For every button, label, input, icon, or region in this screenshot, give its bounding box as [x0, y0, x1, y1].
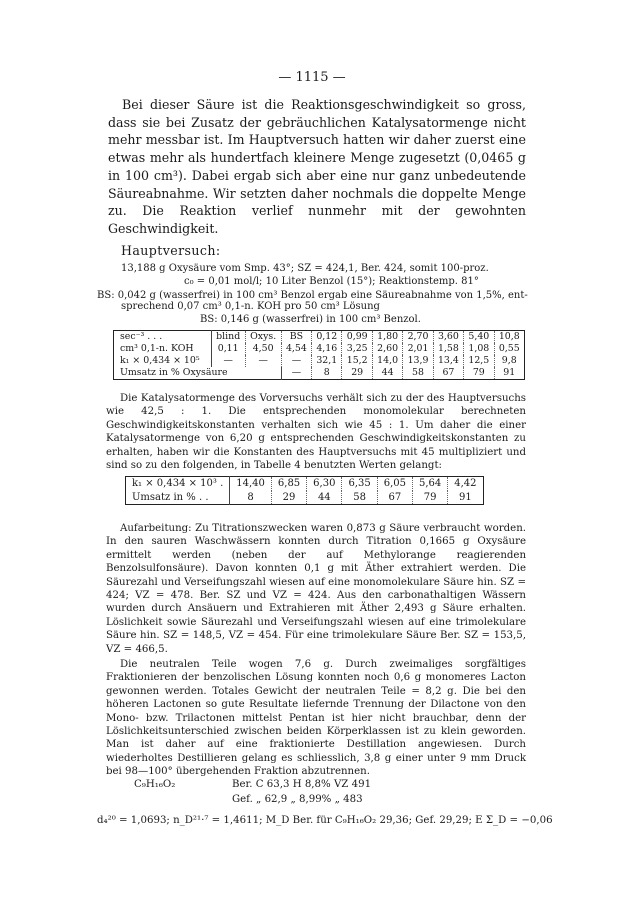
table-row: [114, 367, 525, 380]
rate-constant-table: [125, 476, 484, 505]
table-row: [114, 331, 525, 344]
section-heading: Hauptversuch:: [121, 243, 221, 258]
table-cell: 13,9: [403, 355, 433, 367]
table-cell: 8: [230, 491, 272, 505]
intro-paragraph: [108, 96, 526, 238]
table-cell: 1,80: [372, 331, 402, 344]
table-cell: 58: [403, 367, 433, 380]
table-cell: 0,99: [342, 331, 372, 344]
kinetics-table: [113, 330, 525, 380]
table-cell: 4,16: [312, 343, 342, 355]
table-cell: 4,50: [245, 343, 281, 355]
table-cell: 44: [307, 491, 342, 505]
table-cell: 4,54: [281, 343, 311, 355]
table-cell: 14,0: [372, 355, 402, 367]
table-cell: 15,2: [342, 355, 372, 367]
table-cell: 10,8: [498, 331, 520, 342]
row-label: Umsatz in % . .: [126, 491, 230, 505]
workup-paragraph: [106, 522, 526, 656]
table-cell: 0,11: [211, 343, 245, 355]
experiment-line-3: BS: 0,042 g (wasserfrei) in 100 cm³ Benzol ergab eine Säureabnahme von 1,5%, ent-: [97, 290, 528, 301]
table-cell: 6,30: [307, 477, 342, 491]
table-cell: 13,4: [433, 355, 463, 367]
table-cell: 4,42: [454, 478, 477, 489]
table-cell: 58: [342, 491, 377, 505]
table-cell: BS: [281, 331, 311, 344]
table-row: [114, 343, 525, 355]
experiment-line-2: c₀ = 0,01 mol/l; 10 Liter Benzol (15°); Reaktionstemp. 81°: [184, 276, 479, 287]
table-cell: 5,40: [464, 331, 494, 344]
table-cell: —: [281, 355, 311, 367]
table-cell: —: [211, 355, 245, 367]
table-row: [114, 355, 525, 367]
table-cell: 6,85: [271, 477, 306, 491]
table-cell: 2,60: [372, 343, 402, 355]
molecular-formula: C₉H₁₆O₂: [134, 779, 176, 790]
table-cell: 44: [372, 367, 402, 380]
table-cell: 67: [433, 367, 463, 380]
physical-constants: d₄²⁰ = 1,0693; n_D²¹·⁷ = 1,4611; M_D Ber. für C₉H₁₆O₂ 29,36; Gef. 29,29; E Σ_D = −0,06: [97, 815, 553, 826]
intro-text: Bei dieser Säure ist die Reaktionsgeschwindigkeit so gross, dass sie bei Zusatz der gebräuchlichen Katalysatormenge nicht mehr messbar ist. Im Hauptversuch hatten wir daher zuerst eine etwas mehr als hundertfach kleinere Menge zugesetzt (0,0465 g in 100 cm³). Dabei ergab sich aber eine nur ganz unbedeutende Säureabnahme. Wir setzten daher nochmals die doppelte Menge zu. Die Reaktion verlief nunmehr mit der gewohnten Geschwindigkeit.: [108, 97, 526, 236]
table-cell: 29: [342, 367, 372, 380]
row-label: k₁ × 0,434 × 10³ .: [126, 477, 230, 491]
table-cell: 3,60: [433, 331, 463, 344]
table-row: [126, 491, 484, 505]
table-cell: 12,5: [464, 355, 494, 367]
table-cell: 8: [312, 367, 342, 380]
table-cell: 67: [377, 491, 412, 505]
table-cell: 79: [464, 367, 494, 380]
table-cell: 91: [503, 367, 516, 378]
table-cell: 14,40: [230, 477, 272, 491]
neutral-text: Die neutralen Teile wogen 7,6 g. Durch zweimaliges sorgfältiges Fraktionieren der benzolischen Lösung konnten noch 0,6 g monomeres Lacton gewonnen werden. Totales Gewicht der neutralen Teile = 8,2 g. Die bei den höheren Lactonen so gute Resultate liefernde Trennung der Dilactone von den Mono- bzw. Trilactonen mittelst Pentan ist hier nicht brauchbar, denn der Löslichkeitsunterschied zwischen beiden Körperklassen ist zu klein geworden. Man ist daher auf eine fraktionierte Destillation angewiesen. Durch wiederholtes Destillieren gelang es schliesslich, 3,8 g einer unter 9 mm Druck bei 98—100° übergehenden Fraktion abzutrennen.: [106, 659, 526, 778]
catalyst-text: Die Katalysatormenge des Vorversuchs verhält sich zu der des Hauptversuchs wie 42,5 : 1. Die entsprechenden monomolekular berechneten Geschwindigkeitskonstanten verhalten sich wie 45 : 1. Um daher die einer Katalysatormenge von 6,20 g entsprechenden Geschwindigkeitskonstanten zu erhalten, haben wir die Konstanten des Hauptversuchs mit 45 multipliziert und sind so zu den folgenden, in Tabelle 4 benutzten Werten gelangt:: [106, 393, 526, 472]
row-label: Umsatz in % Oxysäure: [114, 367, 282, 380]
table-cell: 0,55: [498, 343, 520, 354]
table-cell: 91: [459, 491, 472, 503]
page-number: — 1115 —: [278, 70, 346, 85]
table-cell: —: [245, 355, 281, 367]
row-label: sec⁻³ . . .: [114, 331, 212, 344]
row-label: cm³ 0,1-n. KOH: [114, 343, 212, 355]
table-cell: 9,8: [501, 355, 517, 366]
experiment-line-4: sprechend 0,07 cm³ 0,1-n. KOH pro 50 cm³ Lösung: [121, 301, 380, 312]
analysis-calculated: Ber. C 63,3 H 8,8% VZ 491: [232, 779, 372, 790]
table-cell: 1,08: [464, 343, 494, 355]
table-row: [126, 477, 484, 491]
neutral-paragraph: [106, 658, 526, 779]
table-cell: 79: [412, 491, 447, 505]
workup-text: Aufarbeitung: Zu Titrationszwecken waren 0,873 g Säure verbraucht worden. In den sauren Waschwässern konnten durch Titration 0,1665 g Oxysäure ermittelt werden (neben der auf Methylorange reagierenden Benzolsulfonsäure). Davon konnten 0,1 g mit Äther extrahiert werden. Die Säurezahl und Verseifungszahl wiesen auf eine monomolekulare Säure hin. SZ = 424; VZ = 478. Ber. SZ und VZ = 424. Aus den carbonathaltigen Wässern wurden durch Ansäuern und Extrahieren mit Äther 2,493 g Säure erhalten. Löslichkeit sowie Säurezahl und Verseifungszahl wiesen auf eine trimolekulare Säure hin. SZ = 148,5, VZ = 454. Für eine trimolekulare Säure Ber. SZ = 153,5, VZ = 466,5.: [106, 523, 526, 655]
catalyst-paragraph: [106, 392, 526, 472]
row-label: k₁ × 0,434 × 10⁵: [114, 355, 212, 367]
table-cell: 2,70: [403, 331, 433, 344]
table-cell: 29: [271, 491, 306, 505]
table-cell: —: [281, 367, 311, 380]
table-cell: 6,05: [377, 477, 412, 491]
table-cell: 3,25: [342, 343, 372, 355]
table-cell: 32,1: [312, 355, 342, 367]
table-cell: 5,64: [412, 477, 447, 491]
table-cell: 2,01: [403, 343, 433, 355]
table-cell: Oxys.: [245, 331, 281, 344]
table-cell: blind: [211, 331, 245, 344]
table-cell: 6,35: [342, 477, 377, 491]
analysis-found: Gef. „ 62,9 „ 8,99% „ 483: [232, 794, 363, 805]
table-cell: 0,12: [312, 331, 342, 344]
table-cell: 1,58: [433, 343, 463, 355]
experiment-line-5: BS: 0,146 g (wasserfrei) in 100 cm³ Benzol.: [200, 314, 421, 325]
experiment-line-1: 13,188 g Oxysäure vom Smp. 43°; SZ = 424,1, Ber. 424, somit 100-proz.: [121, 263, 489, 274]
